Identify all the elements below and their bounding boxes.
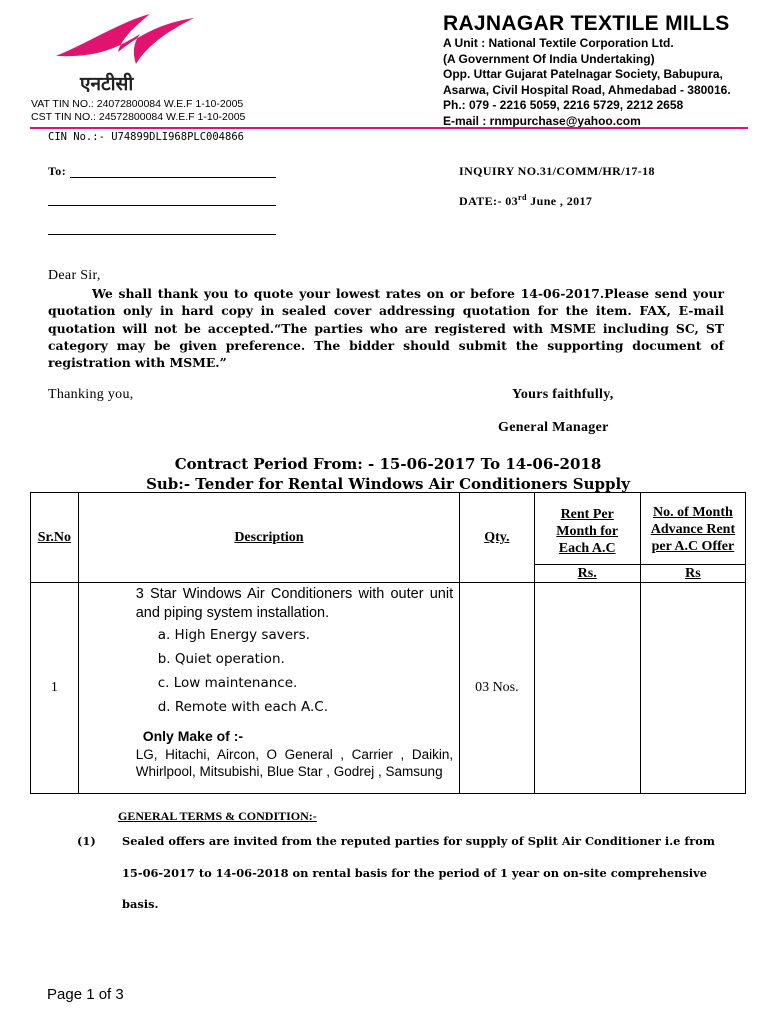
row-srno: 1 xyxy=(31,583,79,794)
contract-subject: Sub:- Tender for Rental Windows Air Conditioners Supply xyxy=(146,475,630,493)
header-description: Description xyxy=(78,493,459,583)
logo-hindi-text: एनटीसी xyxy=(80,73,134,95)
thanking-text: Thanking you, xyxy=(48,387,134,402)
address-blank-line xyxy=(70,177,276,178)
term-line: basis. xyxy=(122,897,159,911)
address-line: E-mail : rnmpurchase@yahoo.com xyxy=(443,113,641,128)
closing-text: Yours faithfully, xyxy=(512,387,614,402)
item-intro: 3 Star Windows Air Conditioners with outer unit and piping system installation. xyxy=(135,586,454,621)
make-title: Only Make of :- xyxy=(142,728,244,744)
address-line: Asarwa, Civil Hospital Road, Ahmedabad - 380016. xyxy=(443,82,731,97)
term-line: 15-06-2017 to 14-06-2018 on rental basis for the period of 1 year on on-site comprehensive xyxy=(122,866,707,880)
feature-item: d. Remote with each A.C. xyxy=(157,699,329,715)
feature-list xyxy=(136,623,453,719)
header-qty: Qty. xyxy=(460,493,534,583)
address-line: Opp. Uttar Gujarat Patelnagar Society, Babupura, xyxy=(443,67,723,81)
row-advance xyxy=(640,583,745,794)
salutation: Dear Sir, xyxy=(48,268,101,283)
date-suffix: June , 2017 xyxy=(526,194,593,208)
address-blank-line xyxy=(48,205,276,206)
signatory: General Manager xyxy=(498,420,609,435)
address-line: (A Government Of India Undertaking) xyxy=(443,51,655,66)
header-srno: Sr.No xyxy=(31,493,79,583)
table-row xyxy=(31,583,746,794)
company-address xyxy=(443,36,731,129)
vat-tin: VAT TIN NO.: 24072800084 W.E.F 1-10-2005 xyxy=(31,98,244,110)
term-number: (1) xyxy=(77,834,96,848)
address-line: A Unit : National Textile Corporation Ltd. xyxy=(443,36,674,50)
row-qty: 03 Nos. xyxy=(460,583,534,794)
cin-number: CIN No.:- U74899DLI968PLC004866 xyxy=(48,131,244,143)
tender-table xyxy=(30,492,746,794)
cst-tin: CST TIN NO.: 24572800084 W.E.F 1-10-2005 xyxy=(31,111,246,123)
unit-advance: Rs xyxy=(640,565,745,583)
row-description xyxy=(78,583,459,794)
feature-item: a. High Energy savers. xyxy=(157,627,310,643)
row-rent xyxy=(534,583,640,794)
feature-item: c. Low maintenance. xyxy=(157,675,298,691)
inquiry-date xyxy=(459,193,592,209)
make-list: LG, Hitachi, Aircon, O General , Carrier , Daikin, Whirlpool, Mitsubishi, Blue Star , Godrej , Samsung xyxy=(135,747,454,779)
address-blank-line xyxy=(48,234,276,235)
address-line: Ph.: 079 - 2216 5059, 2216 5729, 2212 2658 xyxy=(443,98,684,112)
header-divider xyxy=(30,127,748,129)
term-line: Sealed offers are invited from the reputed parties for supply of Split Air Conditioner i.e from xyxy=(122,834,715,848)
contract-period: Contract Period From: - 15-06-2017 To 14-06-2018 xyxy=(174,455,602,473)
unit-rent: Rs. xyxy=(534,565,640,583)
date-superscript: rd xyxy=(518,193,527,202)
company-name: RAJNAGAR TEXTILE MILLS xyxy=(443,12,730,35)
to-label: To: xyxy=(48,164,67,178)
page-number: Page 1 of 3 xyxy=(47,986,124,1003)
date-prefix: DATE:- 03 xyxy=(459,194,519,208)
inquiry-number: INQUIRY NO.31/COMM/HR/17-18 xyxy=(459,164,655,178)
header-advance: No. of Month Advance Rent per A.C Offer xyxy=(640,493,745,565)
feature-item: b. Quiet operation. xyxy=(157,651,285,667)
ntc-logo-icon xyxy=(50,12,200,74)
terms-title: GENERAL TERMS & CONDITION:- xyxy=(118,809,317,823)
header-rent: Rent Per Month for Each A.C xyxy=(534,493,640,565)
letter-body: We shall thank you to quote your lowest rates on or before 14-06-2017.Please send your quotation only in hard copy in sealed cover addressing quotation for the item. FAX, E-mail quotation will not be accepted.“The parties who are registered with MSME including SC, ST category may be given preference. The bidder should submit the supporting document of registration with MSME.” xyxy=(48,286,724,371)
